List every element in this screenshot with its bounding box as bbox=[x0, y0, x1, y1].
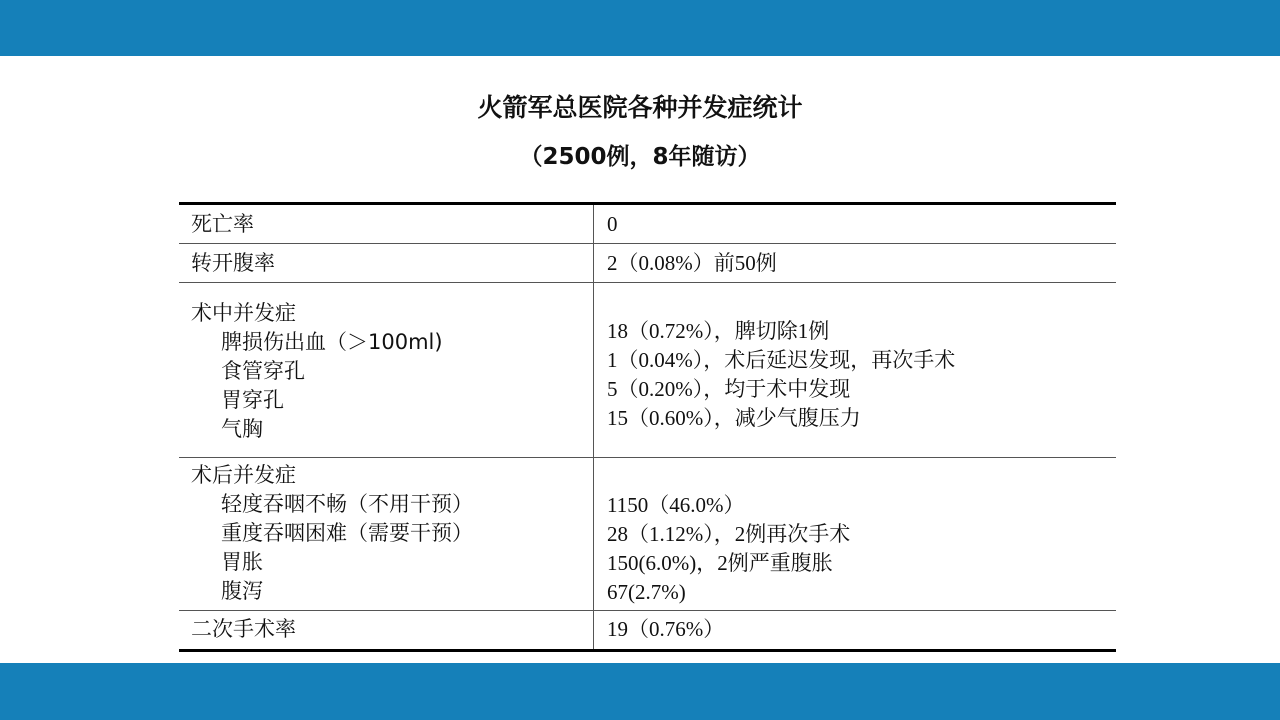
sub-item-value: 18（0.72%），脾切除1例 bbox=[607, 319, 830, 343]
sub-item-value: 150(6.0%)，2例严重腹胀 bbox=[607, 551, 833, 575]
sub-item-label: 食管穿孔 bbox=[221, 359, 305, 383]
sub-item-value: 1（0.04%），术后延迟发现，再次手术 bbox=[607, 348, 956, 372]
row-value-group bbox=[594, 283, 1116, 457]
sub-item-value: 5（0.20%），均于术中发现 bbox=[607, 377, 851, 401]
row-label-group bbox=[179, 283, 594, 457]
row-value-group bbox=[594, 458, 1116, 610]
sub-item-value: 67(2.7%) bbox=[607, 580, 686, 604]
complications-table bbox=[179, 202, 1116, 652]
page-subtitle: （2500例，8年随访） bbox=[519, 144, 761, 170]
table-row-intraop bbox=[179, 283, 1116, 458]
sub-item-label: 腹泻 bbox=[221, 579, 263, 603]
sub-item-label: 脾损伤出血（＞100ml) bbox=[221, 330, 443, 354]
row-label: 死亡率 bbox=[179, 205, 594, 243]
sub-item-label: 重度吞咽困难（需要干预） bbox=[221, 521, 473, 545]
bottom-banner bbox=[0, 663, 1280, 720]
sub-item-label: 气胸 bbox=[221, 417, 263, 441]
row-label: 转开腹率 bbox=[179, 244, 594, 282]
table-row-reoperation bbox=[179, 611, 1116, 649]
row-value: 0 bbox=[607, 212, 618, 236]
sub-item-value: 28（1.12%），2例再次手术 bbox=[607, 522, 851, 546]
page-title: 火箭军总医院各种并发症统计 bbox=[477, 93, 803, 122]
table-row-postop bbox=[179, 458, 1116, 611]
group-label: 术中并发症 bbox=[191, 301, 296, 325]
table-row-mortality bbox=[179, 205, 1116, 244]
row-label-group bbox=[179, 458, 594, 610]
sub-item-label: 轻度吞咽不畅（不用干预） bbox=[221, 492, 473, 516]
group-label: 术后并发症 bbox=[191, 463, 296, 487]
sub-item-value: 1150（46.0%） bbox=[607, 493, 745, 517]
row-label: 二次手术率 bbox=[179, 611, 594, 649]
sub-item-label: 胃胀 bbox=[221, 550, 263, 574]
row-value: 2（0.08%）前50例 bbox=[607, 251, 777, 275]
sub-item-value: 15（0.60%），减少气腹压力 bbox=[607, 406, 861, 430]
sub-item-label: 胃穿孔 bbox=[221, 388, 284, 412]
row-value: 19（0.76%） bbox=[607, 617, 725, 641]
top-banner bbox=[0, 0, 1280, 56]
table-row-conversion bbox=[179, 244, 1116, 283]
